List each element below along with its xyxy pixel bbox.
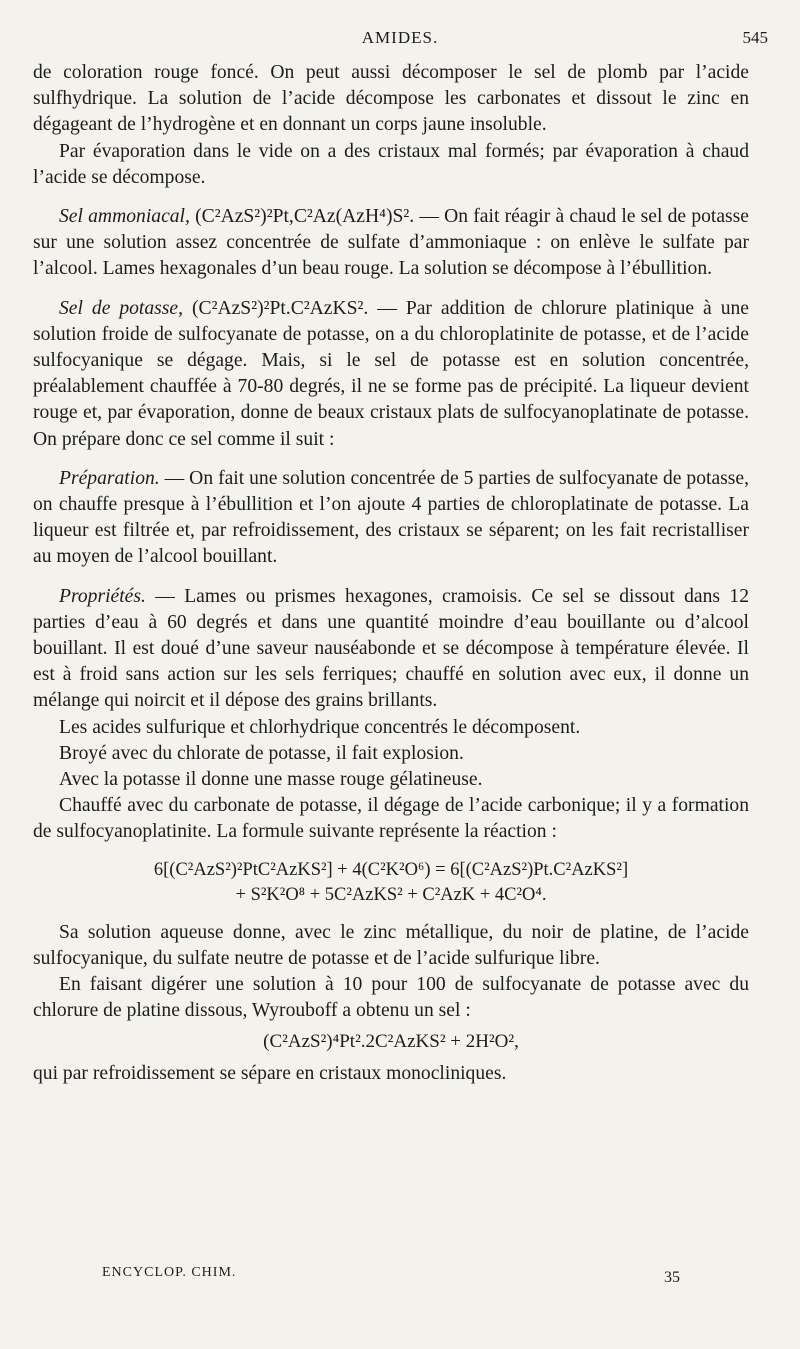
section-text: (C²AzS²)²Pt,C²Az(AzH⁴)S². — On fait réagir à chaud le sel de potasse sur une solution assez concentrée de sulfate d’ammoniaque : on enlève le sulfate par l’alcool. Lames hexagonales d’un beau rouge. La solution se décompose à l’ébullition.	[33, 206, 749, 280]
section-text: (C²AzS²)²Pt.C²AzKS². — Par addition de chlorure platinique à une solution froide de sulfocyanate de potasse, on a du chloroplatinite de potasse, et de l’acide sulfocyanique se dégage. Mais, si le sel de potasse est en solution concentrée, préalablement chauffée à 70-80 degrés, il ne se forme pas de précipité. La liqueur devient rouge et, par évaporation, donne de beaux cristaux plats de sulfocyanoplatinate de potasse. On prépare donc ce sel comme il suit :	[33, 297, 749, 450]
section-head: Propriétés.	[59, 585, 146, 607]
page-footer	[0, 1265, 800, 1295]
section-head: Sel de potasse,	[59, 297, 184, 319]
paragraph-sel-potasse	[33, 296, 749, 453]
reaction-formula	[33, 858, 749, 908]
paragraph-evaporation: Par évaporation dans le vide on a des cristaux mal formés; par évaporation à chaud l’acide se décompose.	[33, 140, 749, 188]
paragraph-wyrouboff: En faisant digérer une solution à 10 pour 100 de sulfocyanate de potasse avec du chlorure de platine dissous, Wyrouboff a obtenu un sel :	[33, 974, 749, 1022]
footer-signature: ENCYCLOP. CHIM.	[102, 1265, 237, 1280]
paragraph-preparation	[33, 466, 749, 571]
wyrouboff-formula: (C²AzS²)⁴Pt².2C²AzKS² + 2H²O²,	[263, 1030, 519, 1052]
paragraph-acides: Les acides sulfurique et chlorhydrique concentrés le décomposent.	[59, 716, 581, 738]
paragraph-broye: Broyé avec du chlorate de potasse, il fait explosion.	[59, 742, 464, 764]
page-body	[33, 60, 749, 1087]
formula-line-2: + S²K²O⁸ + 5C²AzKS² + C²AzK + 4C²O⁴.	[235, 884, 547, 905]
paragraph-last-line: qui par refroidissement se sépare en cristaux monocliniques.	[33, 1062, 507, 1084]
page-header	[0, 28, 800, 58]
paragraph-solution-aqueuse: Sa solution aqueuse donne, avec le zinc métallique, du noir de platine, de l’acide sulfocyanique, du sulfate neutre de potasse et de l’acide sulfurique libre.	[33, 921, 749, 969]
page-number: 545	[742, 28, 768, 47]
paragraph-chauffe: Chauffé avec du carbonate de potasse, il dégage de l’acide carbonique; il y a formation de sulfocyanoplatinite. La formule suivante représente la réaction :	[33, 795, 749, 843]
running-title: AMIDES.	[361, 28, 439, 47]
paragraph-proprietes	[33, 584, 749, 715]
section-text: — Lames ou prismes hexagones, cramoisis. Ce sel se dissout dans 12 parties d’eau à 60 degrés et dans une quantité moindre d’eau bouillante ou d’alcool bouillant. Il est doué d’une saveur nauséabonde et se décompose à température élevée. Il est à froid sans action sur les sels ferriques; chauffé en solution avec eux, il donne un mélange qui noircit et il dépose des grains brillants.	[33, 585, 749, 712]
footer-sheet-number: 35	[664, 1269, 680, 1286]
section-head: Préparation.	[59, 467, 160, 489]
section-head: Sel ammoniacal,	[59, 206, 190, 228]
paragraph-continuation: de coloration rouge foncé. On peut aussi décomposer le sel de plomb par l’acide sulfhydrique. La solution de l’acide décompose les carbonates et dissout le zinc en dégageant de l’hydrogène et en donnant un corps jaune insoluble.	[33, 62, 749, 136]
paragraph-potasse: Avec la potasse il donne une masse rouge gélatineuse.	[59, 769, 483, 791]
paragraph-sel-ammoniacal	[33, 204, 749, 283]
section-text: — On fait une solution concentrée de 5 parties de sulfocyanate de potasse, on chauffe presque à l’ébullition et l’on ajoute 4 parties de chloroplatinate de potasse. La liqueur est filtrée et, par refroidissement, des cristaux se séparent; on les fait recristalliser au moyen de l’alcool bouillant.	[33, 467, 749, 568]
formula-line-1: 6[(C²AzS²)²PtC²AzKS²] + 4(C²K²O⁶) = 6[(C²AzS²)Pt.C²AzKS²]	[153, 859, 629, 880]
